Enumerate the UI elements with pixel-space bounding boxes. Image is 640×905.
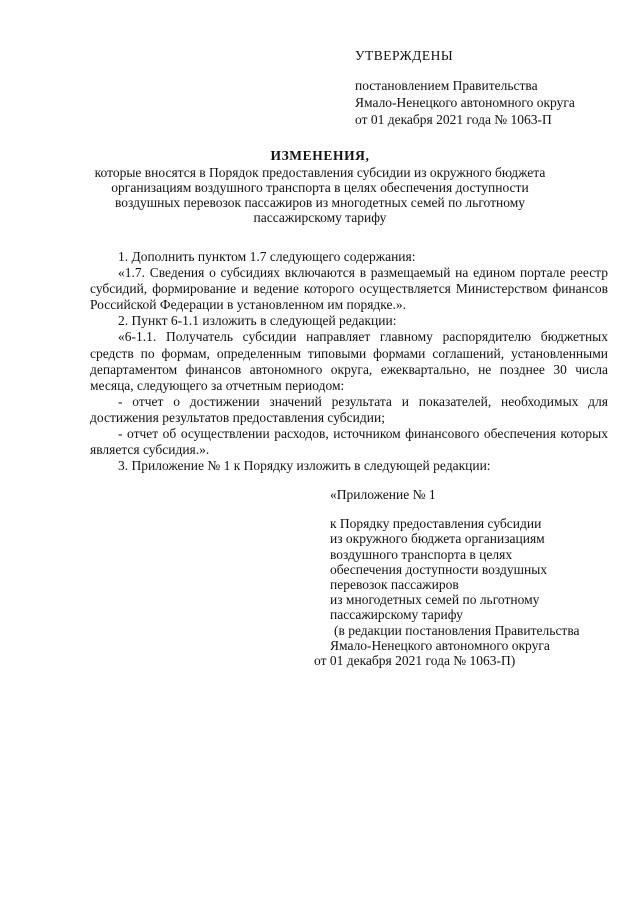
paragraph-2: «1.7. Сведения о субсидиях включаются в размещаемый на едином портале реестр субсидий, формирование и ведение которого осуществляется Министерством финансов Российской Федерации в установленном им порядке.». [90,265,608,313]
appendix-line: из многодетных семей по льготному [330,592,540,608]
title-line: которые вносятся в Порядок предоставления субсидии из окружного бюджета [94,165,546,180]
appendix-line: пассажирскому тарифу [330,607,463,623]
document-body [90,249,608,474]
appendix-line: перевозок пассажиров [330,577,459,593]
title-line: воздушных перевозок пассажиров из многодетных семей по льготному [114,195,526,210]
paragraph-1: 1. Дополнить пунктом 1.7 следующего содержания: [118,249,416,264]
appendix-line: обеспечения доступности воздушных [330,561,548,577]
paragraph-5: - отчет о достижении значений результата и показателей, необходимых для достижения результатов предоставления субсидии; [90,393,608,425]
title-heading: ИЗМЕНЕНИЯ, [270,148,370,163]
approval-line: постановлением Правительства [355,78,538,93]
paragraph-3: 2. Пункт 6-1.1 изложить в следующей редакции: [118,313,397,329]
approval-block [355,47,625,128]
approval-line: Ямало-Ненецкого автономного округа [355,95,575,110]
appendix-block [314,487,620,669]
appendix-edition-line: Ямало-Ненецкого автономного округа [330,637,550,653]
appendix-line: к Порядку предоставления субсидии [330,516,542,532]
approved-heading: УТВЕРЖДЕНЫ [355,48,454,63]
title-line: организациям воздушного транспорта в целях обеспечения доступности [111,180,529,195]
paragraph-6: - отчет об осуществлении расходов, источником финансового обеспечения которых является субсидия.». [90,426,608,458]
title-line: пассажирскому тарифу [253,210,387,225]
appendix-edition-line: (в редакции постановления Правительства [334,622,580,638]
paragraph-7: 3. Приложение № 1 к Порядку изложить в следующей редакции: [118,458,491,474]
appendix-edition-line: от 01 декабря 2021 года № 1063-П) [314,653,516,669]
appendix-line: из окружного бюджета организациям [330,531,545,547]
appendix-title: «Приложение № 1 [330,487,436,502]
document-title [80,148,560,225]
paragraph-4: «6-1.1. Получатель субсидии направляет главному распорядителю бюджетных средств по формам, определенным типовыми формами соглашений, установленными департаментом финансов автономного округа, ежеквартально, не позднее 30 числа месяца, следующего за отчетным периодом: [90,329,608,393]
appendix-line: воздушного транспорта в целях [330,546,513,562]
approval-line: от 01 декабря 2021 года № 1063-П [355,112,552,127]
